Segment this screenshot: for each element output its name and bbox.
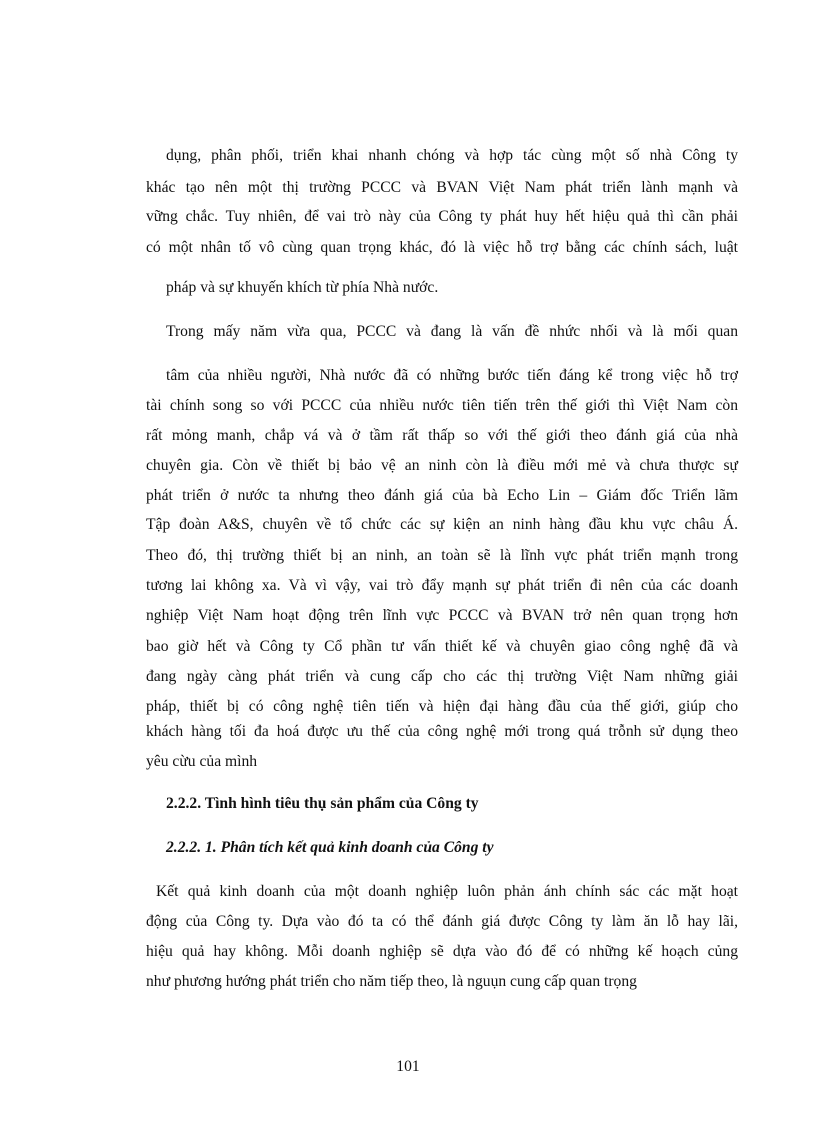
paragraph-line: tài chính song so với PCCC của nhiều nước tiên tiến trên thế giới thì Việt Nam còn [146,397,738,414]
paragraph-line: như phương hướng phát triển cho năm tiếp theo, là nguụn cung cấp quan trọng [146,973,637,990]
paragraph-line: pháp và sự khuyến khích từ phía Nhà nước. [166,279,439,296]
paragraph-line: hiệu quả hay không. Mỗi doanh nghiệp sẽ dựa vào đó để có những kế hoạch củng [146,943,738,960]
paragraph-line: bao giờ hết và Công ty Cổ phần tư vấn thiết kế và chuyên giao công nghệ đã và [146,638,738,655]
paragraph-line: rất mỏng manh, chắp vá và ở tầm rất thấp so với thế giới theo đánh giá của nhà [146,427,738,444]
paragraph-line: nghiệp Việt Nam hoạt động trên lĩnh vực PCCC và BVAN trở nên quan trọng hơn [146,607,738,624]
paragraph-line: chuyên gia. Còn về thiết bị bảo vệ an ninh còn là điều mới mẻ và chưa thược sự [146,457,738,474]
paragraph-line: Theo đó, thị trường thiết bị an ninh, an toàn sẽ là lĩnh vực phát triển mạnh trong [146,547,738,564]
paragraph-line: dụng, phân phối, triển khai nhanh chóng và hợp tác cùng một số nhà Công ty [166,147,738,164]
paragraph-line: vững chắc. Tuy nhiên, để vai trò này của Công ty phát huy hết hiệu quả thì cần phải [146,208,738,225]
paragraph-line: đang ngày càng phát triển và cung cấp cho các thị trường Việt Nam những giải [146,668,738,685]
paragraph-line: Trong mấy năm vừa qua, PCCC và đang là vấn đề nhức nhối và là mối quan [166,323,738,340]
page-number: 101 [396,1058,420,1075]
paragraph-line: yêu cừu của mình [146,753,258,770]
paragraph-line: phát triển ở nước ta nhưng theo đánh giá của bà Echo Lin – Giám đốc Triển lãm [146,487,738,504]
subsection-heading: 2.2.2. 1. Phân tích kết quả kinh doanh của Công ty [166,839,494,856]
paragraph-line: Tập đoàn A&S, chuyên về tổ chức các sự kiện an ninh hàng đầu khu vực châu Á. [146,516,738,533]
paragraph-line: khách hàng tối đa hoá được ưu thế của công nghệ mới trong quá trỗnh sử dụng theo [146,723,738,740]
paragraph-line: tâm của nhiều người, Nhà nước đã có những bước tiến đáng kể trong việc hỗ trợ [166,367,738,384]
paragraph-line: khác tạo nên một thị trường PCCC và BVAN Việt Nam phát triển lành mạnh và [146,179,738,196]
paragraph-line: pháp, thiết bị có công nghệ tiên tiến và hiện đại hàng đầu của thế giới, giúp cho [146,698,738,715]
paragraph-line: động của Công ty. Dựa vào đó ta có thể đánh giá được Công ty làm ăn lỗ hay lãi, [146,913,738,930]
paragraph-line: tương lai không xa. Và vì vậy, vai trò đẩy mạnh sự phát triển đi nên của các doanh [146,577,738,594]
section-heading: 2.2.2. Tình hình tiêu thụ sản phẩm của Công ty [166,795,479,812]
paragraph-line: có một nhân tố vô cùng quan trọng khác, đó là việc hỗ trợ bằng các chính sách, luật [146,239,738,256]
paragraph-line: Kết quả kinh doanh của một doanh nghiệp luôn phản ánh chính sác các mặt hoạt [156,883,738,900]
